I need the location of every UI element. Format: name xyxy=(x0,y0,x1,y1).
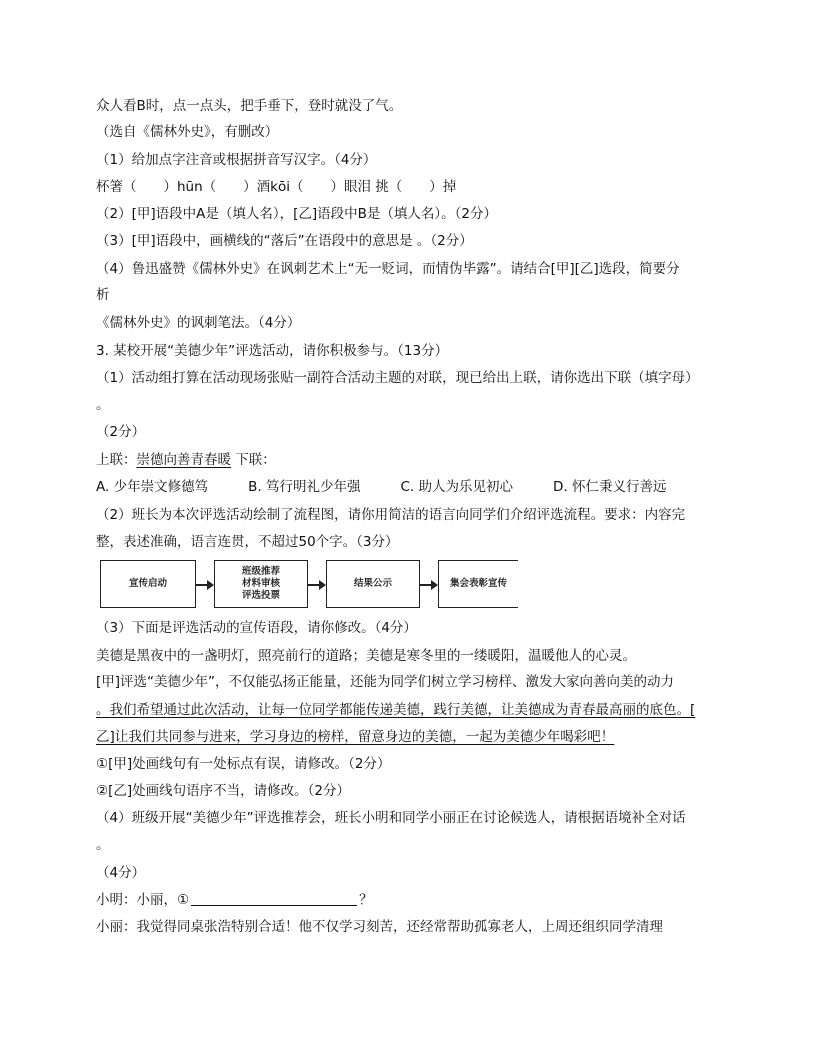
slogan-intro: 美德是黑夜中的一盏明灯，照亮前行的道路；美德是寒冬里的一缕暖阳，温暖他人的心灵。 xyxy=(96,648,636,664)
lower-couplet-label: 下联： xyxy=(231,452,276,468)
flow-arrow-icon xyxy=(308,580,326,590)
flowchart xyxy=(100,560,520,610)
slogan-underlined-1: 。我们希望通过此次活动，让每一位同学都能传递美德，践行美德，让美德成为青春最高丽的底色。[ xyxy=(96,702,696,718)
question-4: （4）鲁迅盛赞《儒林外史》在讽刺艺术上“无一贬词，而情伪毕露”。请结合[甲][乙]选段，简要分 xyxy=(96,261,680,277)
question-3: （3）[甲]语段中，画横线的“落后”在语段中的意思是 。（2分） xyxy=(96,233,473,249)
flow-step-1: 宣传启动 xyxy=(100,560,196,608)
source-note: （选自《儒林外史》，有删改） xyxy=(96,124,279,140)
option-a: A. 少年崇文修德笃 xyxy=(96,479,209,495)
flow-arrow-icon xyxy=(420,580,438,590)
flow-step-2: 班级推荐 材料审核 评选投票 xyxy=(214,560,308,608)
option-c: C. 助人为乐见初心 xyxy=(400,479,513,495)
sub-question-4-score: （4分） xyxy=(96,865,146,881)
sub-question-4-cont: 。 xyxy=(96,837,110,853)
sub-question-1: （1）活动组打算在活动现场张贴一副符合活动主题的对联，现已给出上联，请你选出下联（填字母） xyxy=(96,370,699,386)
answer-blank[interactable] xyxy=(191,891,357,906)
sub-question-3: （3）下面是评选活动的宣传语段，请你修改。（4分） xyxy=(96,620,417,636)
question-4-cont2: 《儒林外史》的讽刺笔法。（4分） xyxy=(96,315,301,331)
flow-step-4: 集会表彰宣传 xyxy=(438,560,518,608)
dialogue-xiaoming xyxy=(96,891,736,909)
text-line: 众人看B时，点一点头，把手垂下，登时就没了气。 xyxy=(96,98,403,114)
option-d: D. 怀仁秉义行善远 xyxy=(552,479,667,495)
couplet-label: 上联： xyxy=(96,452,137,468)
question-1-blanks: 杯箸（ ）hūn（ ）酒kōi（ ）眼泪 挑（ ）掉 xyxy=(96,179,457,195)
option-b: B. 笃行明礼少年强 xyxy=(248,479,361,495)
sub-question-4: （4）班级开展“美德少年”评选推荐会，班长小明和同学小丽正在讨论候选人，请根据语境补全对话 xyxy=(96,810,686,826)
flow-arrow-icon xyxy=(196,580,214,590)
upper-couplet: 崇德向善青春暖 xyxy=(136,452,231,468)
couplet-line xyxy=(96,451,736,469)
sub-question-1-score: （2分） xyxy=(96,424,146,440)
options-row xyxy=(96,478,736,496)
slogan-underlined-2: 乙]让我们共同参与进来，学习身边的榜样，留意身边的美德，一起为美德少年喝彩吧！ xyxy=(96,729,615,745)
question-1: （1）给加点字注音或根据拼音写汉字。（4分） xyxy=(96,152,377,168)
question-2: （2）[甲]语段中A是（填人名），[乙]语段中B是（填人名）。（2分） xyxy=(96,206,497,222)
sub-question-2: （2）班长为本次评选活动绘制了流程图，请你用简洁的语言向同学们介绍评选流程。要求：内容完 xyxy=(96,507,686,523)
question-4-cont: 析 xyxy=(96,287,110,303)
section-3-heading: 3. 某校开展“美德少年”评选活动，请你积极参与。（13分） xyxy=(96,343,449,359)
dialogue-question-mark: ？ xyxy=(359,892,373,908)
sub-question-3-1: ①[甲]处画线句有一处标点有误，请修改。（2分） xyxy=(96,756,391,772)
sub-question-2-cont: 整，表述准确，语言连贯，不超过50个字。（3分） xyxy=(96,534,399,550)
dialogue-xiaoming-text: 小明：小丽，① xyxy=(96,892,190,908)
sub-question-1-cont: 。 xyxy=(96,397,110,413)
slogan-jia: [甲]评选“美德少年”，不仅能弘扬正能量，还能为同学们树立学习榜样、激发大家向善向美的动力 xyxy=(96,674,675,690)
sub-question-3-2: ②[乙]处画线句语序不当，请修改。（2分） xyxy=(96,783,350,799)
dialogue-xiaoli: 小丽：我觉得同桌张浩特别合适！他不仅学习刻苦，还经常帮助孤寡老人，上周还组织同学清理 xyxy=(96,919,663,935)
flow-step-3: 结果公示 xyxy=(326,560,420,608)
